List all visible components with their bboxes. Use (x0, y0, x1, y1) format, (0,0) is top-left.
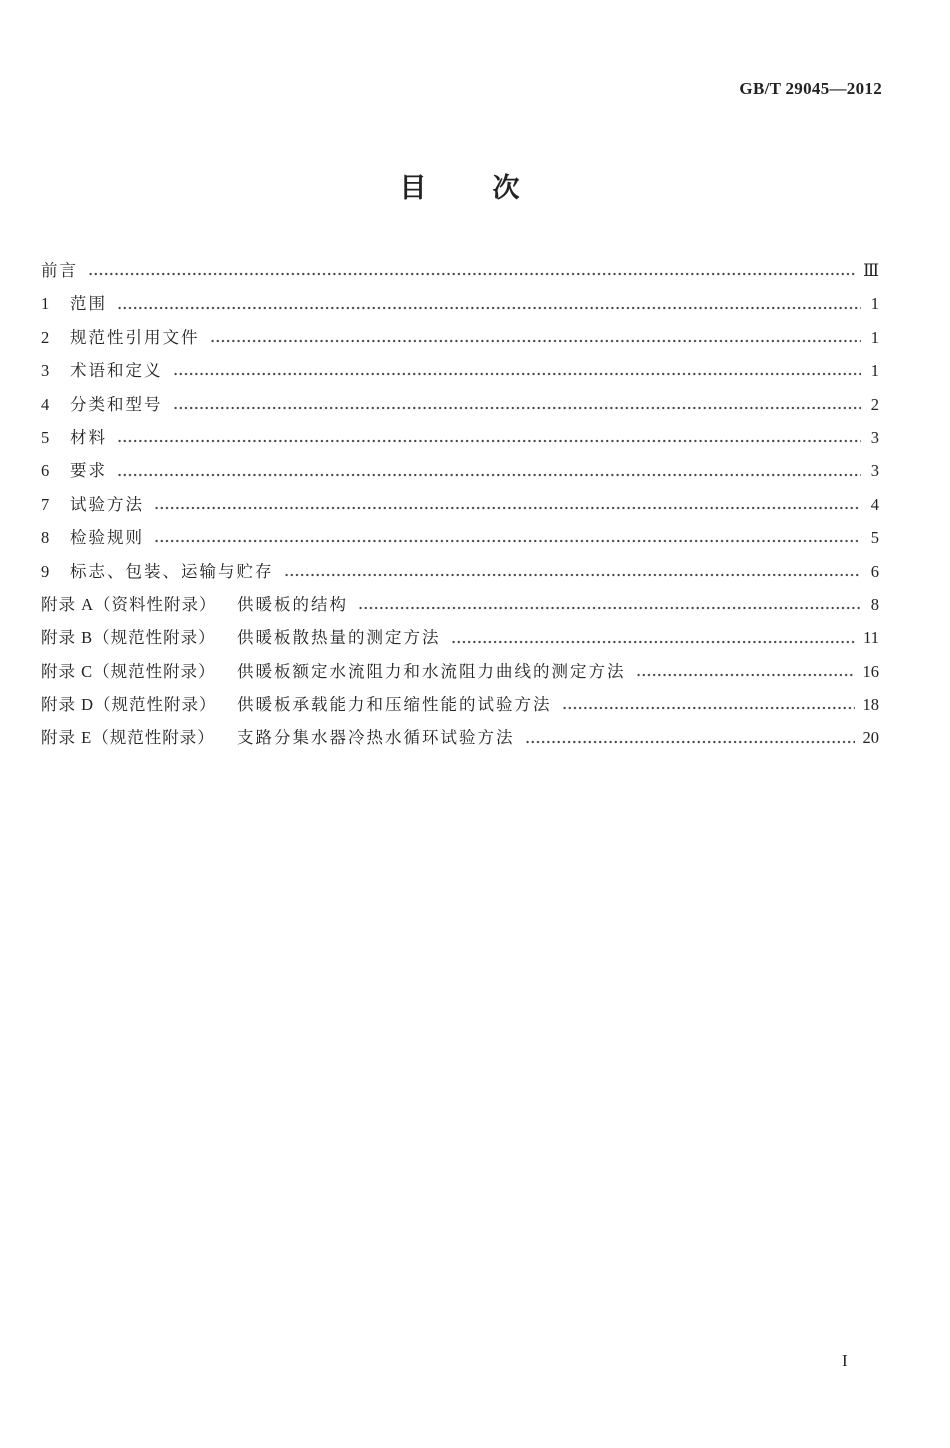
toc-entry-page: 1 (870, 294, 879, 314)
toc-entry-page: 5 (870, 528, 879, 548)
toc-entry-page: 20 (862, 728, 879, 748)
toc-entry-9 (41, 555, 879, 588)
toc-entry-5 (41, 421, 879, 454)
toc-appendix-label: 附录 C（规范性附录） (41, 661, 216, 681)
toc-entry-title: 供暖板承载能力和压缩性能的试验方法 (237, 695, 552, 715)
toc-entry-appendix-a (41, 588, 879, 621)
toc-entry-appendix-c (41, 655, 879, 688)
toc-entry-4 (41, 388, 879, 421)
toc-entry-number: 7 (41, 494, 50, 514)
toc-entry-1 (41, 287, 879, 320)
toc-entry-7 (41, 488, 879, 521)
toc-entry-page: 4 (870, 494, 879, 514)
toc-appendix-label: 附录 D（规范性附录） (41, 695, 217, 715)
toc-dot-leader (525, 721, 855, 754)
toc-entry-title: 材料 (70, 427, 107, 447)
page-number-footer: I (842, 1351, 848, 1370)
toc-entry-title: 标志、包装、运输与贮存 (70, 561, 274, 581)
toc-entry-number: 1 (41, 294, 50, 314)
toc-entry-appendix-d (41, 688, 879, 721)
toc-entry-title: 术语和定义 (70, 361, 163, 381)
toc-entry-number: 4 (41, 394, 50, 414)
toc-entry-number: 5 (41, 427, 50, 447)
toc-entry-number: 3 (41, 361, 50, 381)
toc-dot-leader (154, 488, 861, 521)
toc-entry-3 (41, 354, 879, 387)
toc-entry-page: Ⅲ (863, 261, 879, 280)
toc-dot-leader (117, 421, 861, 454)
toc-entry-title: 试验方法 (70, 494, 144, 514)
toc-entry-title: 规范性引用文件 (70, 327, 200, 347)
toc-dot-leader (117, 287, 861, 320)
toc-dot-leader (284, 555, 862, 588)
toc-dot-leader (117, 454, 861, 487)
toc-entry-title: 支路分集水器冷热水循环试验方法 (237, 728, 515, 748)
toc-dot-leader (173, 388, 862, 421)
toc-dot-leader (451, 621, 856, 654)
toc-dot-leader (636, 655, 855, 688)
toc-entry-number: 8 (41, 528, 50, 548)
toc-appendix-label: 附录 E（规范性附录） (41, 728, 215, 748)
toc-entry-page: 1 (870, 361, 879, 381)
toc-entry-page: 3 (870, 461, 879, 481)
toc-dot-leader (154, 521, 861, 554)
toc-entry-page: 3 (870, 427, 879, 447)
toc-entry-title: 分类和型号 (70, 394, 163, 414)
standard-code-header: GB/T 29045—2012 (739, 79, 882, 98)
toc-entry-page: 1 (870, 327, 879, 347)
toc-entry-number: 6 (41, 461, 50, 481)
toc-dot-leader (358, 588, 861, 621)
table-of-contents (41, 254, 879, 755)
toc-entry-title: 供暖板额定水流阻力和水流阻力曲线的测定方法 (237, 661, 626, 681)
toc-entry-page: 6 (870, 561, 879, 581)
toc-entry-foreword (41, 254, 879, 287)
toc-entry-page: 18 (862, 695, 879, 715)
toc-entry-appendix-b (41, 621, 879, 654)
toc-entry-title: 供暖板散热量的测定方法 (237, 628, 441, 648)
toc-entry-title: 检验规则 (70, 528, 144, 548)
toc-entry-title: 供暖板的结构 (237, 594, 348, 614)
toc-dot-leader (88, 254, 855, 287)
toc-entry-2 (41, 321, 879, 354)
toc-entry-page: 8 (870, 594, 879, 614)
toc-dot-leader (210, 321, 862, 354)
toc-entry-number: 2 (41, 327, 50, 347)
toc-entry-page: 16 (862, 661, 879, 681)
toc-appendix-label: 附录 B（规范性附录） (41, 628, 216, 648)
toc-dot-leader (562, 688, 855, 721)
page-title: 目 次 (399, 173, 524, 203)
toc-entry-6 (41, 454, 879, 487)
toc-entry-title: 要求 (70, 461, 107, 481)
toc-entry-page: 2 (870, 394, 879, 414)
toc-entry-number: 9 (41, 561, 50, 581)
toc-dot-leader (173, 354, 862, 387)
toc-entry-appendix-e (41, 721, 879, 754)
toc-entry-title: 范围 (70, 294, 107, 314)
toc-entry-title: 前言 (41, 261, 78, 280)
toc-entry-8 (41, 521, 879, 554)
toc-appendix-label: 附录 A（资料性附录） (41, 594, 217, 614)
toc-entry-page: 11 (863, 628, 879, 648)
